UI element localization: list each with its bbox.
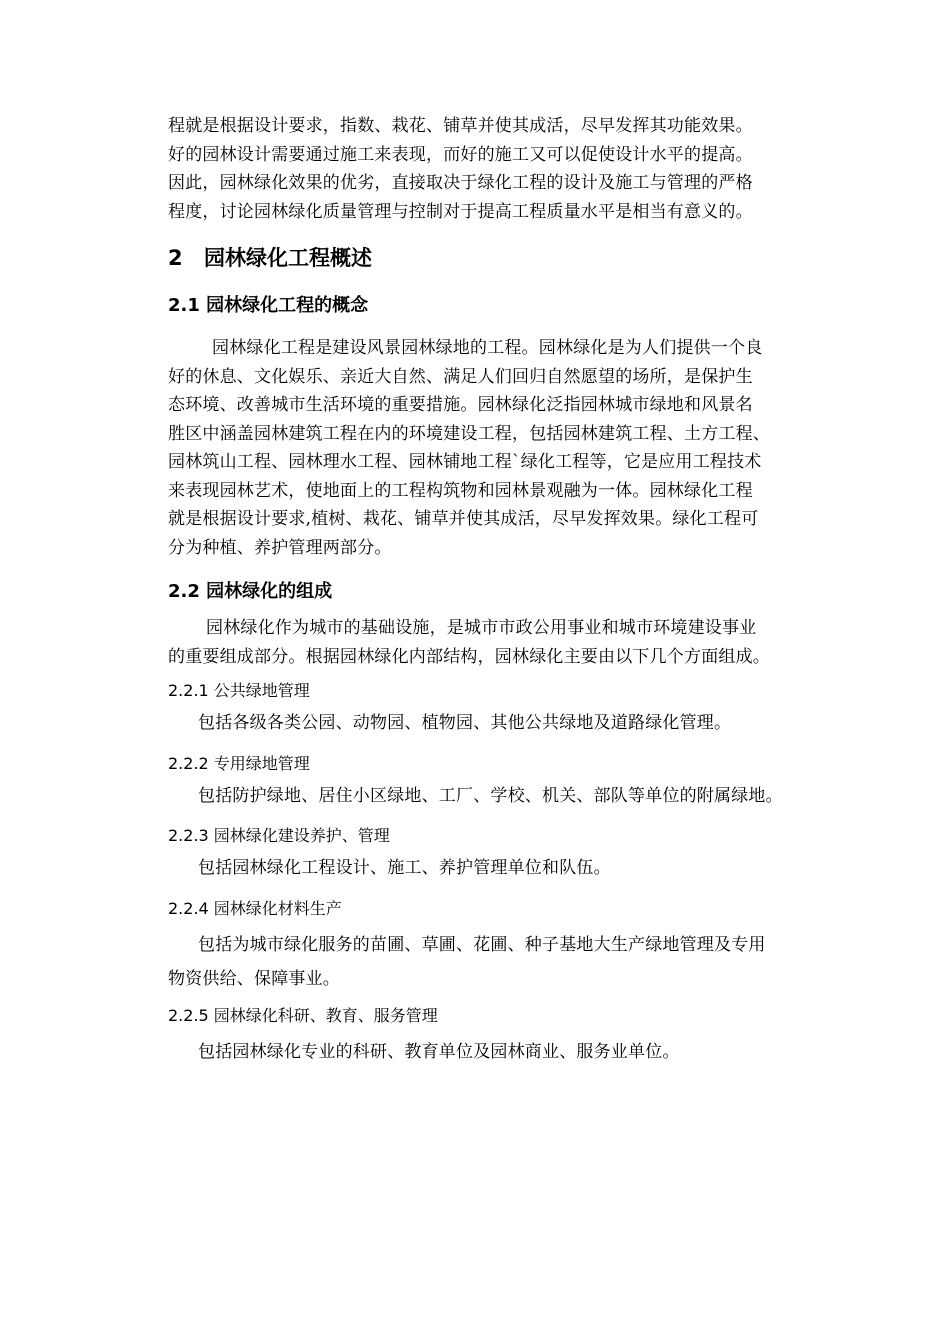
subsection-2-2-2-heading: 2.2.2 专用绿地管理 (168, 753, 310, 773)
paragraph-line: 包括各级各类公园、动物园、植物园、其他公共绿地及道路绿化管理。 (198, 713, 732, 733)
section-2-heading (168, 236, 848, 280)
paragraph-line: 包括园林绿化工程设计、施工、养护管理单位和队伍。 (198, 858, 611, 878)
paragraph-line: 态环境、改善城市生活环境的重要措施。园林绿化泛指园林城市绿地和风景名 (168, 395, 753, 415)
paragraph-line: 包括园林绿化专业的科研、教育单位及园林商业、服务业单位。 (198, 1041, 680, 1062)
paragraph-line: 园林筑山工程、园林理水工程、园林铺地工程`绿化工程等，它是应用工程技术 (168, 452, 762, 472)
paragraph-line: 好的休息、文化娱乐、亲近大自然、满足人们回归自然愿望的场所，是保护生 (168, 366, 753, 387)
paragraph-line: 胜区中涵盖园林建筑工程在内的环境建设工程，包括园林建筑工程、土方工程、 (168, 423, 770, 444)
paragraph-line: 包括为城市绿化服务的苗圃、草圃、花圃、种子基地大生产绿地管理及专用 (198, 934, 766, 955)
paragraph-line: 就是根据设计要求,植树、栽花、铺草并使其成活，尽早发挥效果。绿化工程可 (168, 509, 759, 529)
paragraph-line: 因此，园林绿化效果的优劣，直接取决于绿化工程的设计及施工与管理的严格 (168, 173, 753, 193)
paragraph-line: 园林绿化工程是建设风景园林绿地的工程。园林绿化是为人们提供一个良 (212, 338, 763, 358)
subsection-2-2-3-heading: 2.2.3 园林绿化建设养护、管理 (168, 826, 390, 845)
subsection-2-2-1-heading: 2.2.1 公共绿地管理 (168, 681, 310, 700)
section-2-2-paragraph (168, 614, 848, 671)
paragraph-line: 来表现园林艺术，使地面上的工程构筑物和园林景观融为一体。园林绿化工程 (168, 480, 753, 501)
paragraph-line: 分为种植、养护管理两部分。 (168, 537, 392, 558)
section-2-1-paragraph (168, 334, 848, 562)
section-2-1-heading: 2.1 园林绿化工程的概念 (168, 295, 369, 316)
section-title: 园林绿化工程概述 (204, 246, 372, 270)
paragraph-line: 的重要组成部分。根据园林绿化内部结构，园林绿化主要由以下几个方面组成。 (168, 646, 770, 667)
section-number: 2 (168, 246, 183, 270)
document-page (168, 112, 848, 1066)
section-2-2-heading: 2.2 园林绿化的组成 (168, 581, 333, 602)
intro-paragraph (168, 112, 848, 226)
paragraph-line: 好的园林设计需要通过施工来表现，而好的施工又可以促使设计水平的提高。 (168, 144, 753, 165)
paragraph-line: 园林绿化作为城市的基础设施，是城市市政公用事业和城市环境建设事业 (206, 618, 757, 638)
paragraph-line: 程就是根据设计要求，指数、栽花、铺草并使其成活，尽早发挥其功能效果。 (168, 116, 753, 136)
subsection-2-2-5-heading: 2.2.5 园林绿化科研、教育、服务管理 (168, 1005, 438, 1025)
paragraph-line: 包括防护绿地、居住小区绿地、工厂、学校、机关、部队等单位的附属绿地。 (198, 785, 783, 806)
paragraph-line: 物资供给、保障事业。 (168, 969, 340, 989)
subsection-2-2-4-heading: 2.2.4 园林绿化材料生产 (168, 898, 342, 918)
paragraph-line: 程度，讨论园林绿化质量管理与控制对于提高工程质量水平是相当有意义的。 (168, 201, 753, 222)
